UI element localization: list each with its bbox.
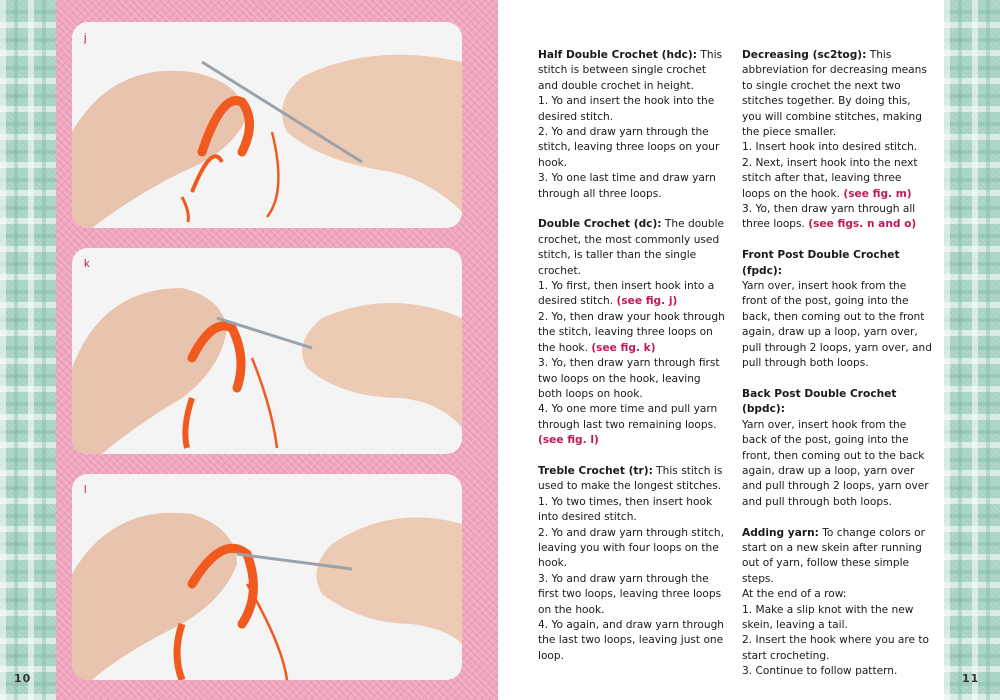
tr-step: 3. Yo and draw yarn through the first two loops, leaving three loops on the hook. <box>538 572 722 616</box>
dec-step <box>742 202 932 233</box>
tr-intro: This stitch is used to make the longest stitches. <box>538 464 723 493</box>
bpdc-heading: Back Post Double Crochet (bpdc): <box>742 387 897 416</box>
page-number-right: 11 <box>962 672 980 685</box>
fig-ref-k: (see fig. k) <box>591 341 656 354</box>
section-front-post-double-crochet <box>742 248 932 371</box>
tr-step: 1. Yo two times, then insert hook into desired stitch. <box>538 495 713 524</box>
hdc-step: 3. Yo one last time and draw yarn through all three loops. <box>538 172 716 200</box>
tr-intro-paragraph <box>538 464 728 495</box>
section-half-double-crochet <box>538 48 728 202</box>
adding-row-label: At the end of a row: <box>742 588 847 601</box>
hdc-intro-paragraph <box>538 48 728 94</box>
plaid-border-right <box>944 0 1000 700</box>
page-number-left: 10 <box>14 672 32 685</box>
dc-step4-text: 4. Yo one more time and pull yarn through last two remaining loops. <box>538 403 718 431</box>
adding-heading: Adding yarn: <box>742 526 819 539</box>
tr-heading: Treble Crochet (tr): <box>538 464 653 477</box>
text-column-2 <box>742 48 932 695</box>
dec-step: 1. Insert hook into desired stitch. <box>742 141 918 154</box>
adding-intro: To change colors or start on a new skein after running out of yarn, follow these simple steps. <box>742 526 925 585</box>
hdc-step: 2. Yo and draw yarn through the stitch, leaving three loops on your hook. <box>538 126 720 169</box>
dec-step3-text: 3. Yo, then draw yarn through all three loops. <box>742 203 916 231</box>
photo-fig-l <box>72 474 462 680</box>
section-double-crochet <box>538 217 728 448</box>
section-back-post-double-crochet <box>742 387 932 510</box>
bpdc-text: Yarn over, insert hook from the back of the post, going into the front, then coming out to the back again, draw up a loop, yarn over and pull through 2 loops, yarn over and pull through both loops. <box>742 418 929 508</box>
photo-fig-j <box>72 22 462 228</box>
figure-label-k: k <box>84 258 90 270</box>
dc-step2-text: 2. Yo, then draw your hook through the stitch, leaving three loops on the hook. <box>538 310 725 354</box>
fig-ref-n-o: (see figs. n and o) <box>808 218 917 231</box>
dc-intro: The double crochet, the most commonly used stitch, is taller than the single crochet. <box>538 218 725 277</box>
crochet-hands-illustration <box>72 474 462 680</box>
adding-step: 3. Continue to follow pattern. <box>742 665 898 678</box>
tr-step: 4. Yo again, and draw yarn through the last two loops, leaving just one loop. <box>538 619 725 662</box>
fpdc-heading: Front Post Double Crochet (fpdc): <box>742 249 900 277</box>
hdc-heading: Half Double Crochet (hdc): <box>538 49 698 61</box>
dc-step <box>538 402 728 448</box>
fig-ref-j: (see fig. j) <box>616 295 678 308</box>
fpdc-text: Yarn over, insert hook from the front of the post, going into the back, then coming out to the front again, draw up a loop, yarn over, pull through 2 loops, yarn over, and pull through both loops. <box>742 280 932 370</box>
plaid-border-left <box>0 0 56 700</box>
photo-fig-k <box>72 248 462 454</box>
section-decreasing <box>742 48 932 233</box>
figure-label-j: j <box>84 32 87 44</box>
crochet-hands-illustration <box>72 22 462 228</box>
adding-step: 2. Insert the hook where you are to start crocheting. <box>742 634 930 662</box>
dc-step <box>538 310 728 356</box>
text-column-1 <box>538 48 728 680</box>
dc-step: 3. Yo, then draw yarn through first two loops on the hook, leaving both loops on hook. <box>538 357 720 400</box>
dc-heading: Double Crochet (dc): <box>538 218 662 231</box>
section-treble-crochet <box>538 464 728 664</box>
dc-step1-text: 1. Yo first, then insert hook into a desired stitch. <box>538 280 715 308</box>
dec-step2-text: 2. Next, insert hook into the next stitch after that, leaving three loops on the hook. <box>742 156 918 200</box>
crochet-hands-illustration <box>72 248 462 454</box>
dec-step <box>742 156 932 202</box>
section-adding-yarn <box>742 526 932 680</box>
tr-step: 2. Yo and draw yarn through stitch, leaving you with four loops on the hook. <box>538 526 724 570</box>
hdc-step: 1. Yo and insert the hook into the desired stitch. <box>538 95 715 123</box>
fig-ref-l: (see fig. l) <box>538 434 599 447</box>
hdc-intro: This stitch is between single crochet and double crochet in height. <box>538 49 723 92</box>
adding-step: 1. Make a slip knot with the new skein, leaving a tail. <box>742 603 914 631</box>
dec-intro: This abbreviation for decreasing means to single crochet the next two stitches together. By doing this, you will combine stitches, making the piece smaller. <box>742 49 927 139</box>
dc-step <box>538 279 728 310</box>
fig-ref-m: (see fig. m) <box>843 187 912 200</box>
dc-intro-paragraph <box>538 217 728 279</box>
dec-intro-paragraph <box>742 48 932 140</box>
dec-heading: Decreasing (sc2tog): <box>742 49 867 61</box>
adding-intro-paragraph <box>742 526 932 588</box>
figure-label-l: l <box>84 484 87 496</box>
